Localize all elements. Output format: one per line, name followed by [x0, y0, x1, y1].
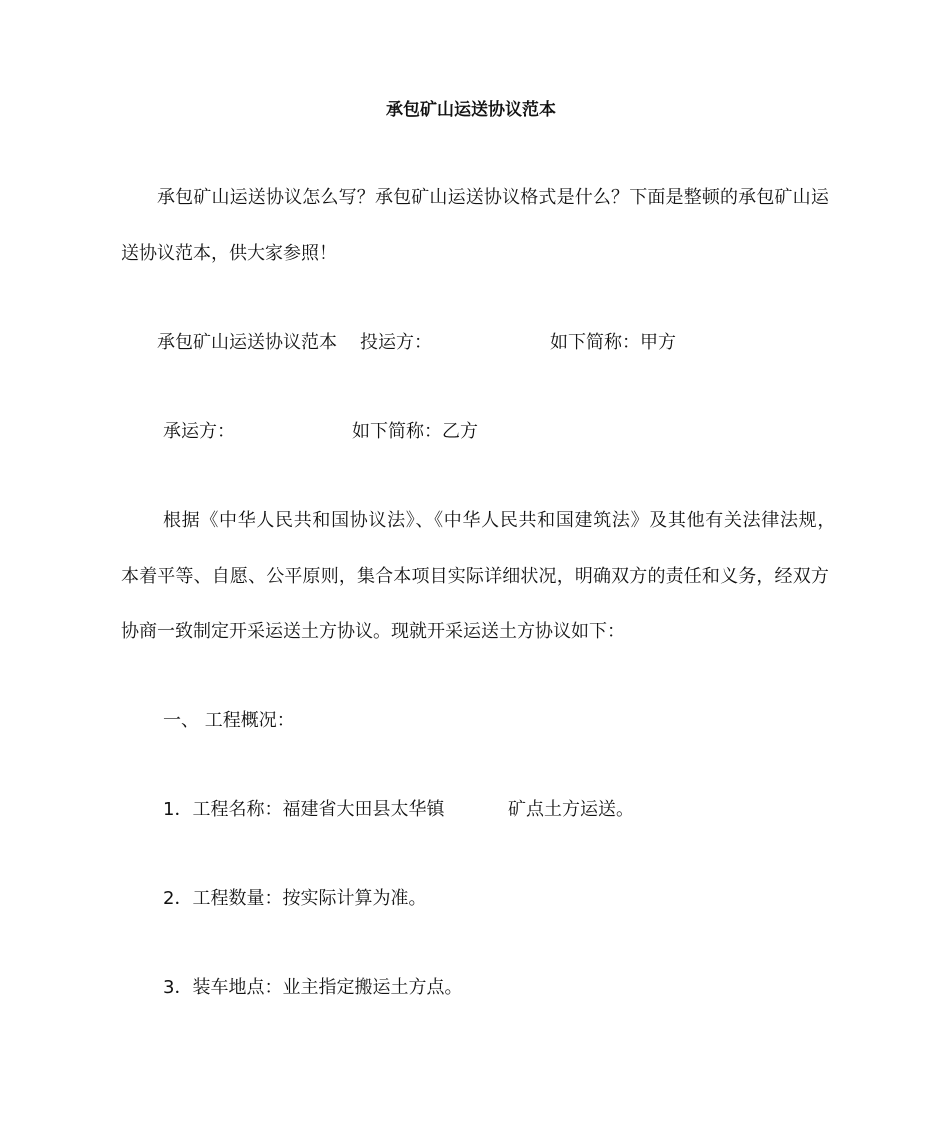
party-a-alias: 如下简称：甲方 [550, 332, 676, 353]
legal-basis-line-3: 协商一致制定开采运送土方协议。现就开采运送土方协议如下： [121, 621, 625, 642]
item-3-loading-site: 3．装车地点：业主指定搬运土方点。 [163, 977, 463, 998]
party-a-label: 投运方： [360, 332, 432, 353]
legal-basis-line-2: 本着平等、自愿、公平原则，集合本项目实际详细状况，明确双方的责任和义务，经双方 [121, 566, 829, 587]
party-b-alias: 如下简称：乙方 [352, 421, 478, 442]
agreement-heading: 承包矿山运送协议范本 [157, 332, 337, 353]
intro-paragraph-line-1: 承包矿山运送协议怎么写？承包矿山运送协议格式是什么？下面是整顿的承包矿山运 [157, 187, 829, 208]
party-b-label: 承运方： [163, 421, 235, 442]
intro-paragraph-line-2: 送协议范本，供大家参照！ [121, 243, 337, 264]
item-1-project-name: 1．工程名称：福建省大田县太华镇 [163, 799, 445, 820]
section-1-heading: 一、 工程概况： [163, 710, 295, 731]
item-1-project-suffix: 矿点土方运送。 [508, 799, 634, 820]
document-title: 承包矿山运送协议范本 [386, 100, 556, 120]
item-2-quantity: 2．工程数量：按实际计算为准。 [163, 888, 427, 909]
legal-basis-line-1: 根据《中华人民共和国协议法》、《中华人民共和国建筑法》及其他有关法律法规， [163, 510, 836, 531]
